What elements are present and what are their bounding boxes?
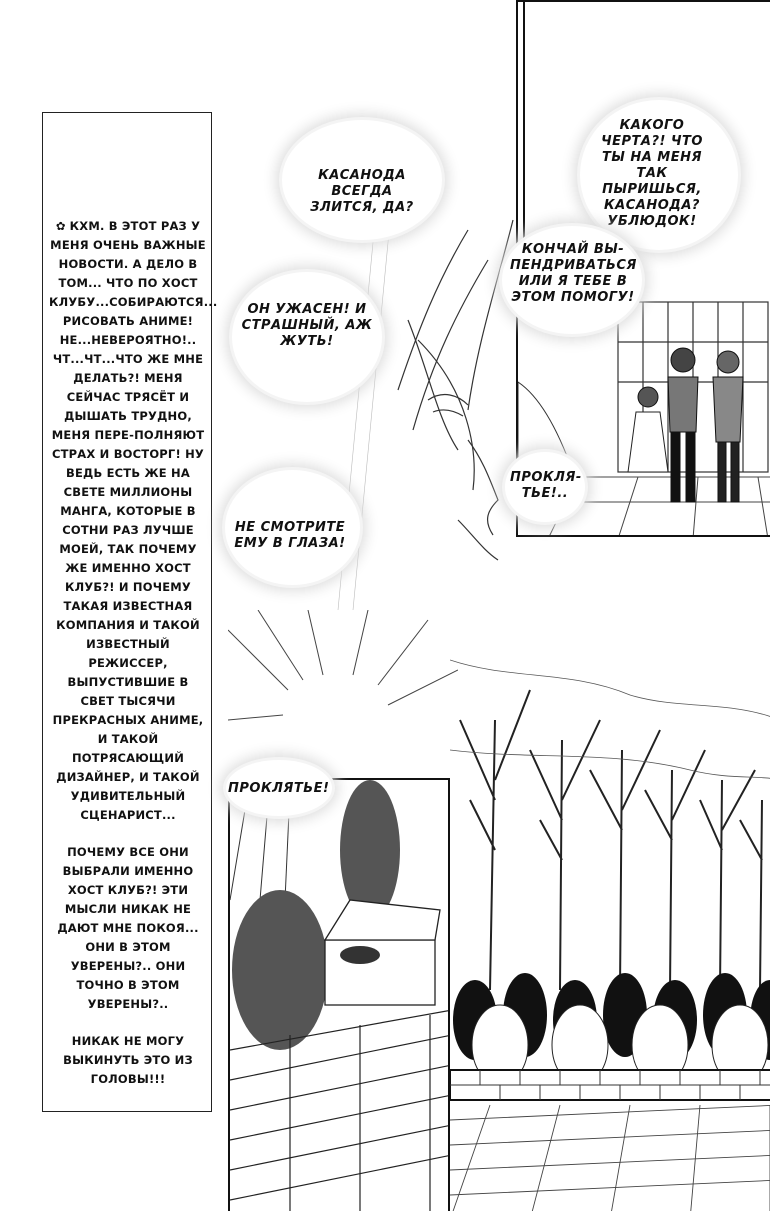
author-note-paragraph: ПОЧЕМУ ВСЕ ОНИ ВЫБРАЛИ ИМЕННО ХОСТ КЛУБ?! ЭТИ МЫСЛИ НИКАК НЕ ДАЮТ МНЕ ПОКОЯ... ОНИ В ЭТОМ УВЕРЕНЫ?.. ОНИ ТОЧНО В ЭТОМ УВЕРЕНЫ?.. <box>57 845 199 1011</box>
panel-garden-chest <box>228 778 450 1211</box>
panel-garden-trees <box>450 600 770 1211</box>
author-note-box <box>42 112 218 1112</box>
garden-trees-illustration <box>450 600 770 1211</box>
garden-chest-illustration <box>230 780 450 1211</box>
dialogue-stop-showing-off: КОНЧАЙ ВЫ-ПЕНДРИВАТЬСЯ ИЛИ Я ТЕБЕ В ЭТОМ ПОМОГУ! <box>510 242 637 305</box>
dialogue-curse-small: ПРОКЛЯ-ТЬЕ!.. <box>510 470 582 501</box>
dialogue-scary: ОН УЖАСЕН! И СТРАШНЫЙ, АЖ ЖУТЬ! <box>241 302 373 349</box>
author-note-text <box>49 217 218 1107</box>
burst-lines <box>228 610 458 780</box>
dialogue-curse-big: ПРОКЛЯТЬЕ! <box>228 781 330 796</box>
dialogue-kasanoda-angry: КАСАНОДА ВСЕГДА ЗЛИТСЯ, ДА? <box>310 168 414 215</box>
author-note-paragraph: НИКАК НЕ МОГУ ВЫКИНУТЬ ЭТО ИЗ ГОЛОВЫ!!! <box>63 1034 193 1086</box>
flower-icon: ✿ <box>55 219 66 233</box>
dialogue-what-the-hell: КАКОГО ЧЕРТА?! ЧТО ТЫ НА МЕНЯ ТАК ПЫРИШЬСЯ, КАСАНОДА? УБЛЮДОК! <box>601 118 703 229</box>
dialogue-dont-look: НЕ СМОТРИТЕ ЕМУ В ГЛАЗА! <box>234 520 346 551</box>
author-note-paragraph: ✿ КХМ. В ЭТОТ РАЗ У МЕНЯ ОЧЕНЬ ВАЖНЫЕ НОВОСТИ. А ДЕЛО В ТОМ... ЧТО ПО ХОСТ КЛУБУ...СОБИРАЮТСЯ... РИСОВАТЬ АНИМЕ! НЕ...НЕВЕРОЯТНО!.. ЧТ...ЧТ...ЧТО ЖЕ МНЕ ДЕЛАТЬ?! МЕНЯ СЕЙЧАС ТРЯСЁТ И ДЫШАТЬ ТРУДНО, МЕНЯ ПЕРЕ-ПОЛНЯЮТ СТРАХ И ВОСТОРГ! НУ ВЕДЬ ЕСТЬ ЖЕ НА СВЕТЕ МИЛЛИОНЫ МАНГА, КОТОРЫЕ В СОТНИ РАЗ ЛУЧШЕ МОЕЙ, ТАК ПОЧЕМУ ЖЕ ИМЕННО ХОСТ КЛУБ?! И ПОЧЕМУ ТАКАЯ ИЗВЕСТНАЯ КОМПАНИЯ И ТАКОЙ ИЗВЕСТНЫЙ РЕЖИССЕР, ВЫПУСТИВШИЕ В СВЕТ ТЫСЯЧИ ПРЕКРАСНЫХ АНИМЕ, И ТАКОЙ ПОТРЯСАЮЩИЙ ДИЗАЙНЕР, И ТАКОЙ УДИВИТЕЛЬНЫЙ СЦЕНАРИСТ... <box>49 219 218 822</box>
